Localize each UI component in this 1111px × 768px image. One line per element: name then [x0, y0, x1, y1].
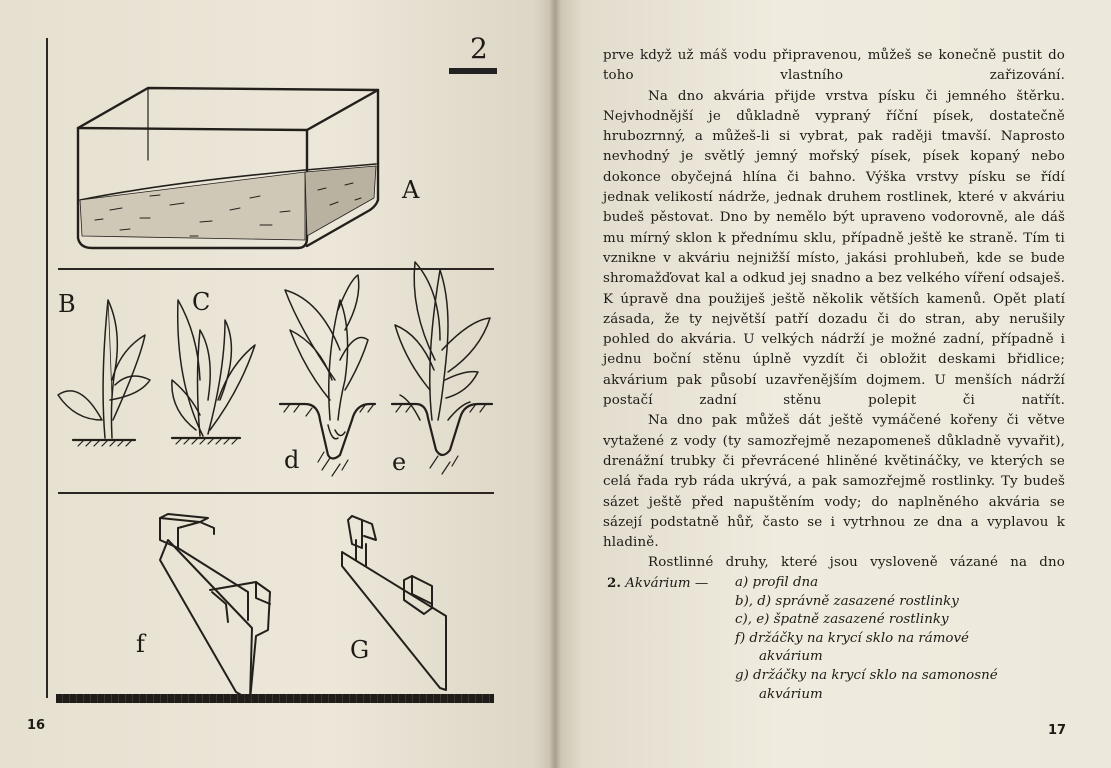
- caption-item: f) držáčky na krycí sklo na rámové: [735, 630, 969, 646]
- caption-items: [735, 574, 1055, 704]
- caption-item: g) držáčky na krycí sklo na samonosné: [735, 667, 998, 683]
- label-g: G: [350, 636, 370, 664]
- aquarium-tank-drawing: [78, 88, 378, 248]
- figure-number: 2: [470, 32, 488, 65]
- aquarium-illustration: [0, 0, 555, 768]
- page-number-right: 17: [1048, 723, 1067, 738]
- label-b: B: [58, 290, 76, 318]
- caption-item: b), d) správně zasazené rostlinky: [735, 593, 959, 609]
- label-e: e: [392, 448, 407, 476]
- body-text: [603, 46, 1065, 574]
- holder-f-drawing: [160, 514, 270, 700]
- label-a: A: [402, 176, 420, 204]
- caption-dash: —: [694, 576, 709, 591]
- caption-title: Akvárium: [625, 576, 691, 591]
- plant-b-drawing: [58, 300, 150, 446]
- paragraph: prve když už máš vodu připravenou, můžeš se konečně pustit do toho vlastního zařizování.: [603, 48, 1065, 84]
- plant-e-drawing: [392, 262, 492, 474]
- paragraph: Na dno pak můžeš dát ještě vymáčené kořeny či větve vytažené z vody (ty samozřejmě nezapomeneš důkladně vyvařit), drenážní trubky či převrácené hliněné květináčky, ve kterých se celá řada ryb ráda ukrývá, a pak samozřejmě rostlinky. Ty budeš sázet ještě před napuštěním vody; do naplněného akvária se sázejí podstatně hůř, často se i vytrhnou ze dna a vyplavou k hladině.: [603, 413, 1065, 551]
- caption-item: akvárium: [759, 686, 823, 702]
- label-c: C: [192, 288, 211, 316]
- caption-item: a) profil dna: [735, 575, 819, 590]
- page-number-left: 16: [27, 718, 46, 733]
- caption-item: akvárium: [759, 649, 823, 665]
- caption-item: c), e) špatně zasazené rostlinky: [735, 612, 949, 628]
- paragraph: Rostlinné druhy, které jsou vysloveně vázané na dno: [648, 555, 1065, 571]
- caption-number: 2.: [607, 575, 621, 591]
- paragraph: Na dno akvária přijde vrstva písku či jemného štěrku. Nejvhodnější je důkladně vypraný říční písek, dostatečně hrubozrnný, a můžeš-li si vybrat, pak raději tmavší. Naprosto nevhodný je světlý jemný mořský písek, písek kopaný nebo dokonce obyčejná hlína či bahno. Výška vrstvy písku se řídí jednak velikostí nádrže, jednak druhem rostlinek, které v akváriu budeš pěstovat. Dno by nemělo být upraveno vodorovně, ale dáš mu mírný sklon k přednímu sklu, případně ještě ke straně. Tím ti vznikne v akváriu nejnižší místo, jakási prohlubeň, kde se bude shromažďovat kal a odkud jej snadno a bez velkého víření odsaješ. K úpravě dna použiješ ještě několik větších kamenů. Opět platí zásada, že ty největší patří dozadu či do stran, aby nerušily pohled do akvária. U velkých nádrží je možné zadní, případně i jednu boční stěnu úplně vyzdít či obložit deskami břidlice; akvárium pak působí uzavřenějším dojmem. U menších nádrží postačí zadní stěnu polepit či natřít.: [603, 88, 1065, 409]
- label-f: f: [136, 630, 145, 658]
- caption-heading: [607, 574, 708, 594]
- label-d: d: [284, 446, 300, 474]
- plant-c-drawing: [172, 300, 255, 444]
